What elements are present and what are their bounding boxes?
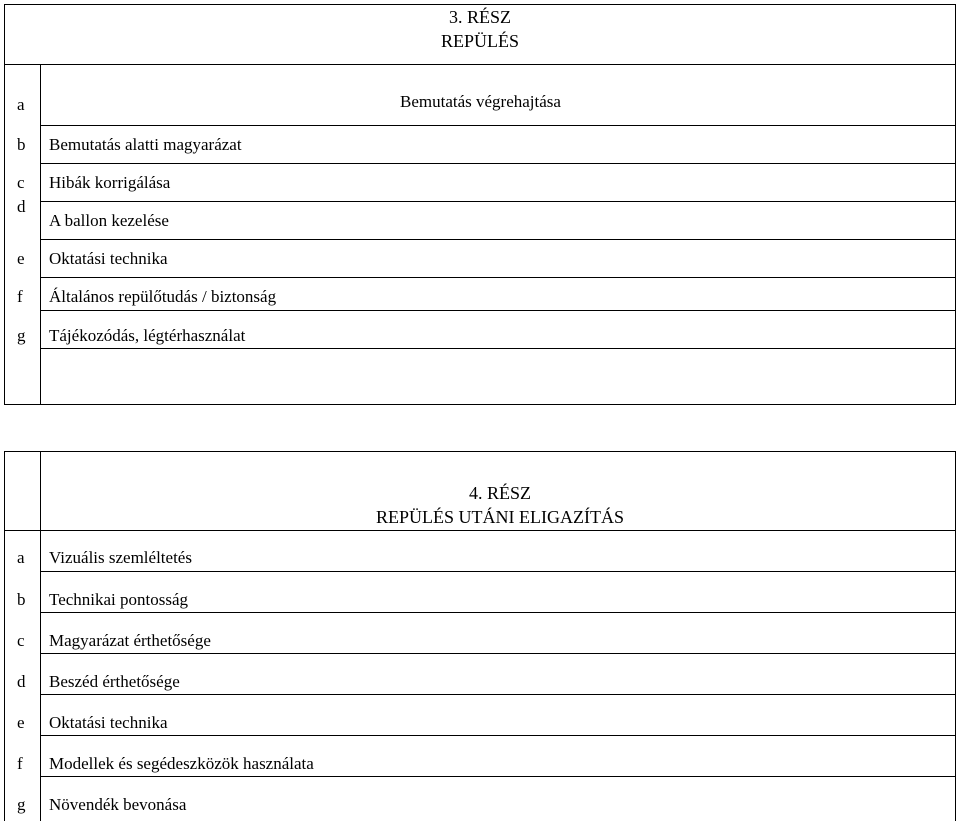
criterion-label: Hibák korrigálása (49, 173, 171, 192)
row-letter: a (17, 548, 25, 567)
criterion-label: Vizuális szemléltetés (49, 548, 192, 567)
criterion-label: Technikai pontosság (49, 590, 189, 609)
criterion-label: Oktatási technika (49, 249, 168, 268)
row-divider (40, 277, 956, 278)
section3-title-line2: REPÜLÉS (440, 31, 519, 51)
row-letter: d (17, 672, 26, 691)
section4-left-border (4, 451, 5, 821)
row-divider (40, 201, 956, 202)
criterion-label: Modellek és segédeszközök használata (49, 754, 314, 773)
row-divider (40, 163, 956, 164)
row-divider (40, 239, 956, 240)
row-letter: g (17, 326, 26, 345)
section3-top-border (4, 4, 956, 5)
section3-bottom-border (4, 404, 956, 405)
criterion-label: Beszéd érthetősége (49, 672, 180, 691)
section4-top-border (4, 451, 956, 452)
row-divider (40, 694, 956, 695)
criterion-label: Bemutatás alatti magyarázat (49, 135, 242, 154)
row-letter: a (17, 95, 25, 114)
row-divider (40, 125, 956, 126)
row-letter: f (17, 287, 23, 306)
section3-header-divider (4, 64, 956, 65)
criterion-label: Oktatási technika (49, 713, 168, 732)
section4-right-border (955, 451, 956, 821)
row-letter: c (17, 173, 25, 192)
row-letter: b (17, 135, 26, 154)
row-divider (40, 776, 956, 777)
section4-header-divider (4, 530, 956, 531)
row-letter: d (17, 197, 26, 216)
row-letter: e (17, 713, 25, 732)
row-divider (40, 612, 956, 613)
row-letter: e (17, 249, 25, 268)
row-divider (40, 348, 956, 349)
row-divider (40, 310, 956, 311)
section4-title-line2: REPÜLÉS UTÁNI ELIGAZÍTÁS (376, 507, 624, 527)
row-divider (40, 653, 956, 654)
section3-subheading: Bemutatás végrehajtása (400, 92, 561, 111)
row-letter: b (17, 590, 26, 609)
row-letter: f (17, 754, 23, 773)
section3-title-line1: 3. RÉSZ (448, 7, 511, 27)
section4-title-line1: 4. RÉSZ (468, 483, 531, 503)
criterion-label: Általános repülőtudás / biztonság (49, 287, 277, 306)
section4-letter-column-divider (40, 451, 41, 821)
criterion-label: Növendék bevonása (49, 795, 187, 814)
section3-letter-column-divider (40, 65, 41, 405)
row-divider (40, 571, 956, 572)
criterion-label: Tájékozódás, légtérhasználat (49, 326, 246, 345)
row-letter: g (17, 795, 26, 814)
criterion-label: Magyarázat érthetősége (49, 631, 211, 650)
criterion-label: A ballon kezelése (49, 211, 169, 230)
row-divider (40, 735, 956, 736)
row-letter: c (17, 631, 25, 650)
